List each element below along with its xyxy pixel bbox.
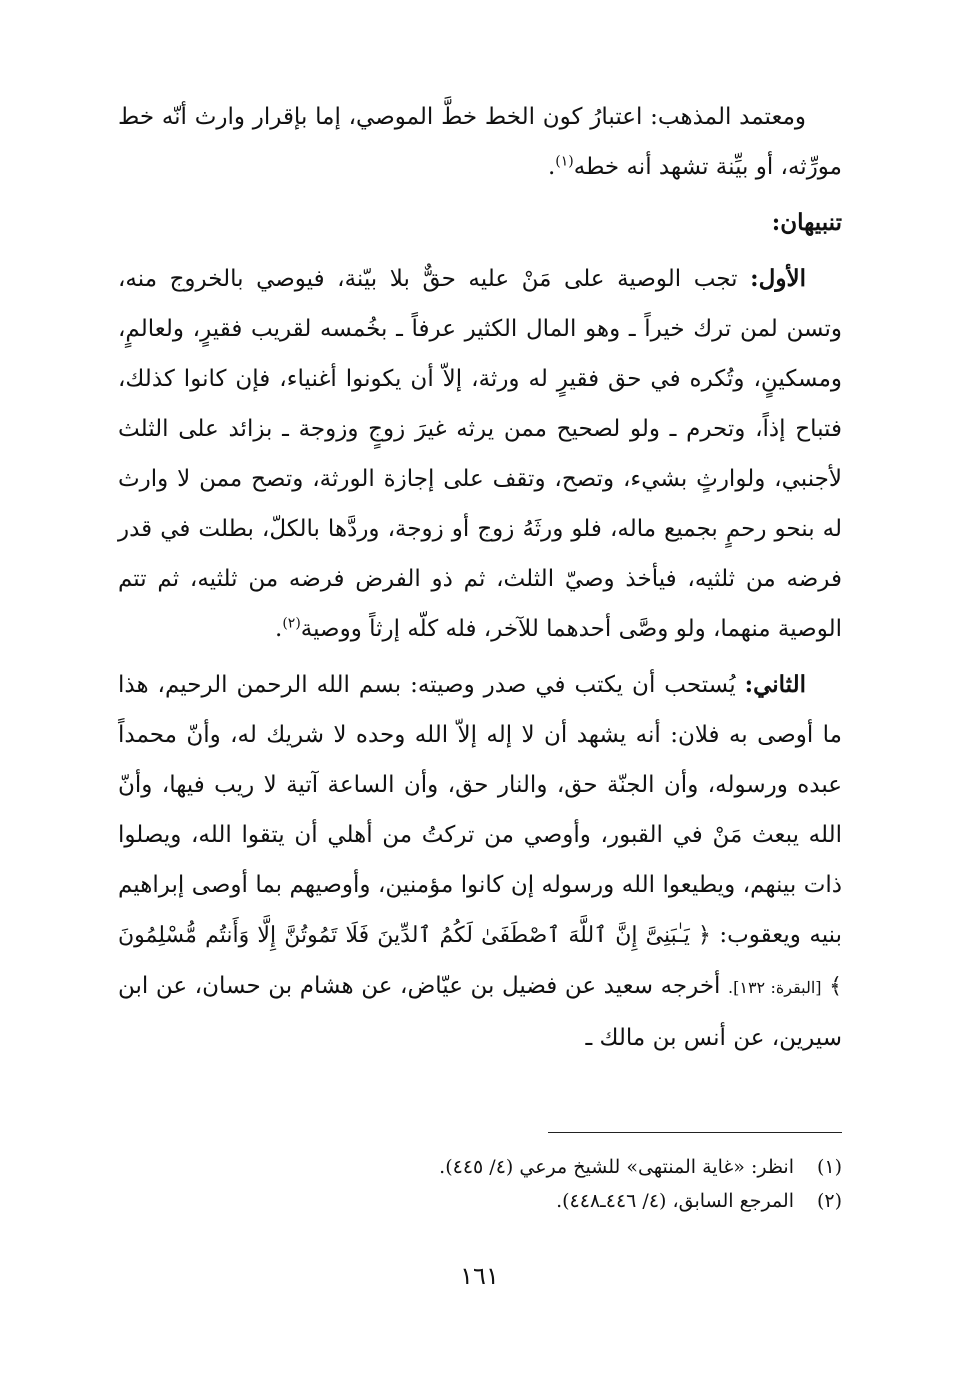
quran-verse: ﴿ يَـٰبَنِىَّ إِنَّ ٱللَّهَ ٱصْطَفَىٰ لَكُمُ ٱلدِّينَ فَلَا تَمُوتُنَّ إِلَّا وَأَنتُم مُّسْلِمُونَ ﴾ [118,923,843,999]
intro-end: . [547,154,556,180]
intro-paragraph [118,92,842,192]
second-note-tail: أخرجه سعيد عن فضيل بن عيّاض، عن هشام بن حسان، عن ابن سيرين، عن أنس بن مالك ـ [118,973,842,1051]
first-note-body: تجب الوصية على مَنْ عليه حقٌّ بلا بيّنة، فيوصي بالخروج منه، وتسن لمن ترك خيراً ـ وهو المال الكثير عرفاً ـ بخُمسه لقريب فقيرٍ، ولعالمٍ، ومسكينٍ، وتُكره في حق فقيرٍ له ورثة، إلاّ أن يكونوا أغنياء، فإن كانوا كذلك، فتباح إذاً، وتحرم ـ ولو لصحيح ممن يرثه غيرَ زوجٍ وزوجة ـ بزائد على الثلث لأجنبي، ولوارثٍ بشيء، وتصح، وتقف على إجازة الورثة، وتصح ممن لا وارث له بنحو رحمٍ بجميع ماله، فلو ورثَهُ زوج أو زوجة، وردَّها بالكلّ، بطلت في قدر فرضه من ثلثيه، فيأخذ وصيّ الثلث، ثم ذو الفرض فرضه من ثلثيه، ثم تتم الوصية منهما، ولو وصَّى أحدهما للآخر، فله كلّه إرثاً ووصية [118,266,842,642]
main-text [118,92,842,1063]
page-number: ١٦١ [460,1262,499,1290]
footnote-ref-2: (٢) [282,615,301,632]
footnote-text: المرجع السابق، (٤/ ٤٤٦ـ٤٤٨). [556,1190,794,1212]
second-note-body: يُستحب أن يكتب في صدر وصيته: بسم الله الرحمن الرحيم، هذا ما أوصى به فلان: أنه يشهد أن لا إله إلاّ الله وحده لا شريك له، وأنّ محمداً عبده ورسوله، وأن الجنّة حق، والنار حق، وأن الساعة آتية لا ريب فيها، وأنّ الله يبعث مَنْ في القبور، وأوصي من تركتُ من أهلي أن يتقوا الله، ويصلوا ذات بينهم، ويطيعوا الله ورسوله إن كانوا مؤمنين، وأوصيهم بما أوصى إبراهيم بنيه ويعقوب: [118,672,842,948]
quran-citation: [البقرة: ١٣٢]. [728,978,822,997]
footnote-1 [118,1150,842,1184]
section-heading: تنبيهان: [771,209,842,236]
footnote-number: (١) [816,1156,842,1178]
footnote-separator [548,1132,842,1133]
first-note-end: . [275,616,283,642]
footnote-ref-1: (١) [555,153,574,170]
footnote-2 [118,1184,842,1218]
first-note-lead: الأول: [750,265,806,292]
first-note-paragraph [118,254,842,654]
second-note-paragraph [118,660,842,1063]
footnote-text: انظر: «غاية المنتهى» للشيخ مرعي (٤/ ٤٤٥). [439,1156,794,1178]
second-note-lead: الثاني: [744,671,806,698]
intro-text: ومعتمد المذهب: اعتبارُ كون الخط خطَّ الموصي، إما بإقرار وارث أنّه خط مورِّثه، أو بيِّنة تشهد أنه خطه [118,104,842,180]
footnotes [118,1150,842,1218]
footnote-number: (٢) [816,1190,842,1212]
